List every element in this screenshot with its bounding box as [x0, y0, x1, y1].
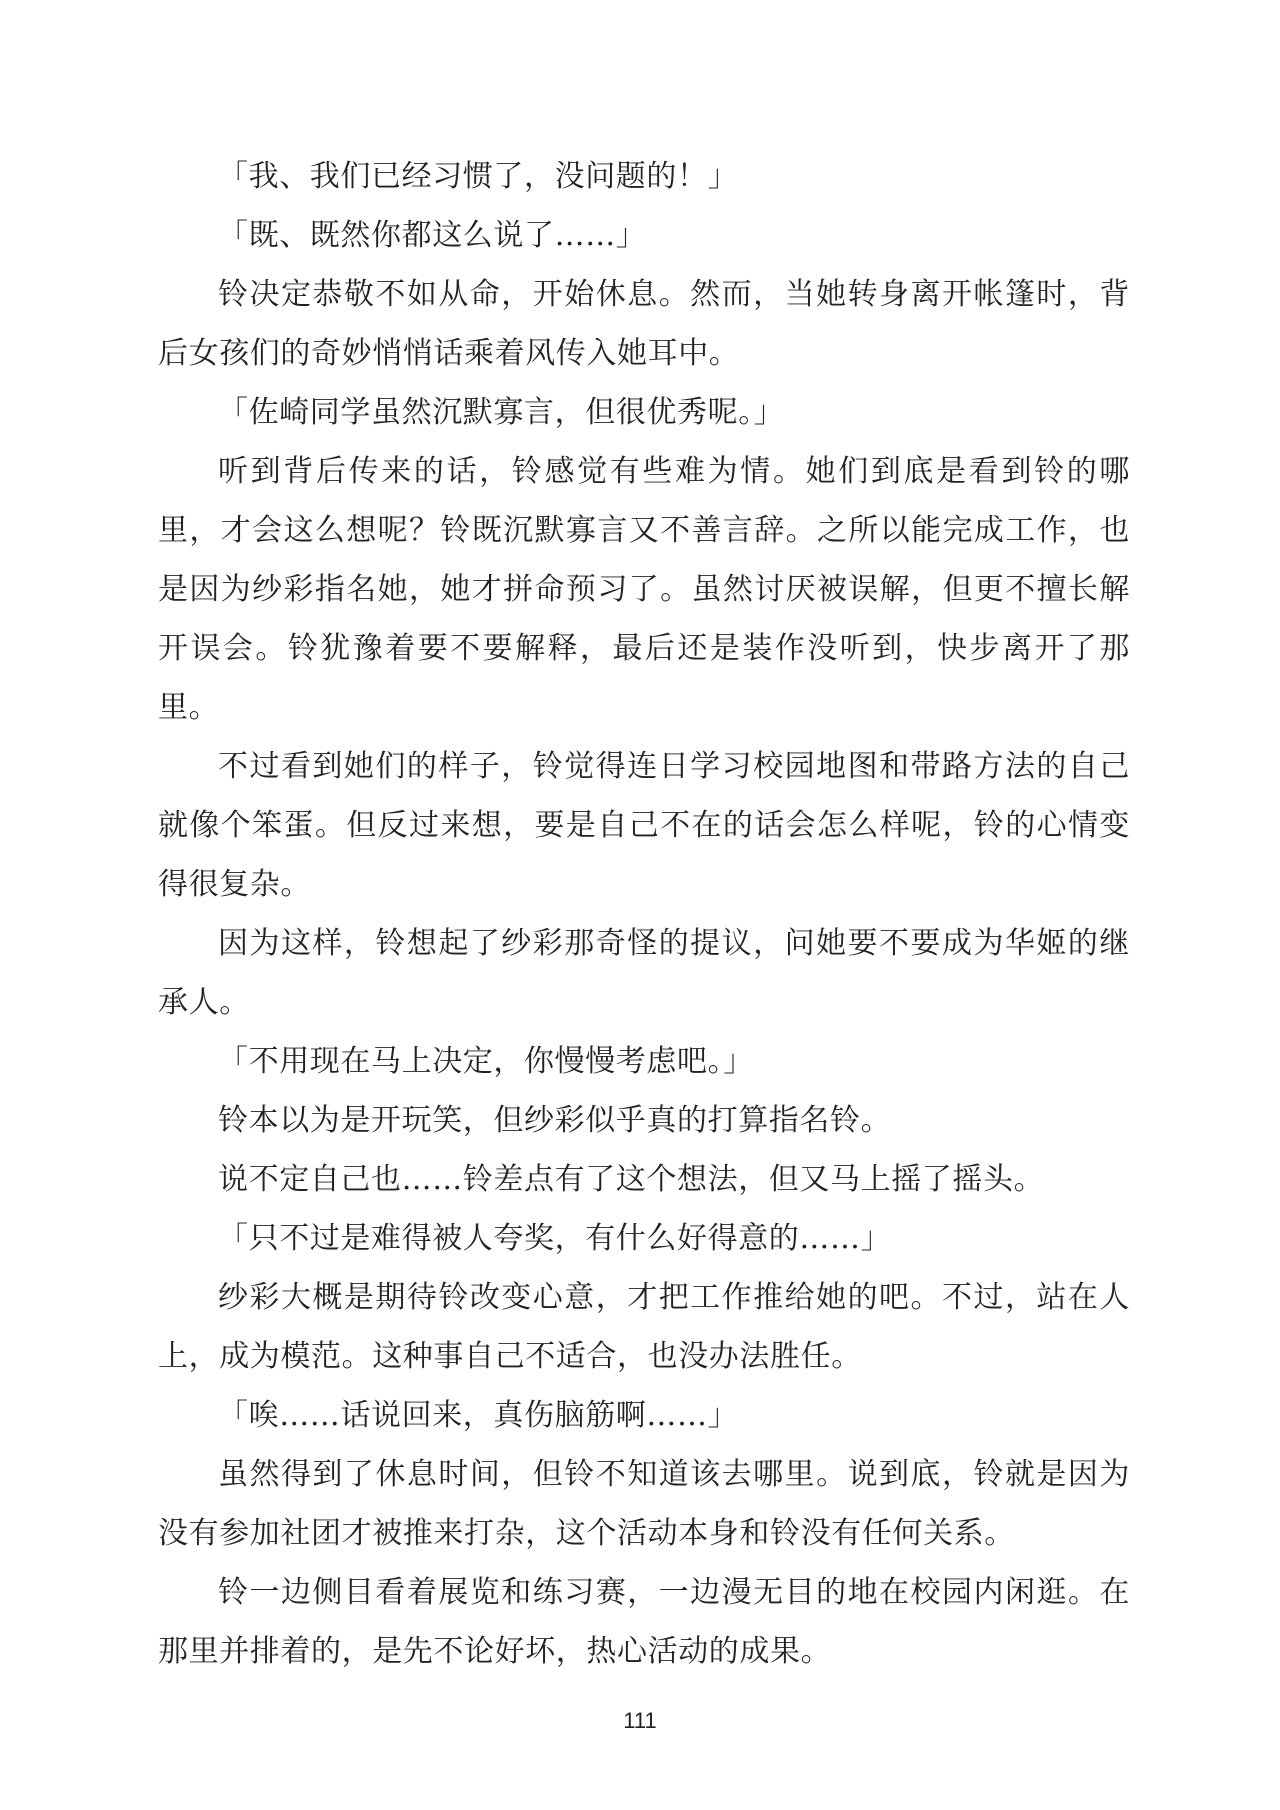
paragraph-15: 铃一边侧目看着展览和练习赛，一边漫无目的地在校园内闲逛。在那里并排着的，是先不论好坏，热心活动的成果。	[158, 1575, 1130, 1669]
paragraph-8: 「不用现在马上决定，你慢慢考虑吧。」	[218, 1044, 754, 1079]
paragraph-1: 「我、我们已经习惯了，没问题的！」	[218, 159, 739, 194]
paragraph-7: 因为这样，铃想起了纱彩那奇怪的提议，问她要不要成为华姬的继承人。	[158, 926, 1130, 1020]
paragraph-11: 「只不过是难得被人夸奖，有什么好得意的……」	[218, 1221, 892, 1256]
paragraph-10: 说不定自己也……铃差点有了这个想法，但又马上摇了摇头。	[218, 1162, 1045, 1197]
paragraph-3: 铃决定恭敬不如从命，开始休息。然而，当她转身离开帐篷时，背后女孩们的奇妙悄悄话乘着风传入她耳中。	[158, 277, 1130, 371]
paragraph-14: 虽然得到了休息时间，但铃不知道该去哪里。说到底，铃就是因为没有参加社团才被推来打杂，这个活动本身和铃没有任何关系。	[158, 1457, 1130, 1551]
paragraph-4: 「佐崎同学虽然沉默寡言，但很优秀呢。」	[218, 395, 785, 430]
body-text	[158, 147, 1130, 1681]
paragraph-5: 听到背后传来的话，铃感觉有些难为情。她们到底是看到铃的哪里，才会这么想呢？铃既沉默寡言又不善言辞。之所以能完成工作，也是因为纱彩指名她，她才拼命预习了。虽然讨厌被误解，但更不擅长解开误会。铃犹豫着要不要解释，最后还是装作没听到，快步离开了那里。	[158, 454, 1130, 725]
paragraph-6: 不过看到她们的样子，铃觉得连日学习校园地图和带路方法的自己就像个笨蛋。但反过来想，要是自己不在的话会怎么样呢，铃的心情变得很复杂。	[158, 749, 1130, 902]
paragraph-2: 「既、既然你都这么说了……」	[218, 218, 647, 253]
paragraph-9: 铃本以为是开玩笑，但纱彩似乎真的打算指名铃。	[218, 1103, 892, 1138]
paragraph-12: 纱彩大概是期待铃改变心意，才把工作推给她的吧。不过，站在人上，成为模范。这种事自己不适合，也没办法胜任。	[158, 1280, 1130, 1374]
paragraph-13: 「唉……话说回来，真伤脑筋啊……」	[218, 1398, 739, 1433]
page-number: 111	[623, 1708, 657, 1733]
